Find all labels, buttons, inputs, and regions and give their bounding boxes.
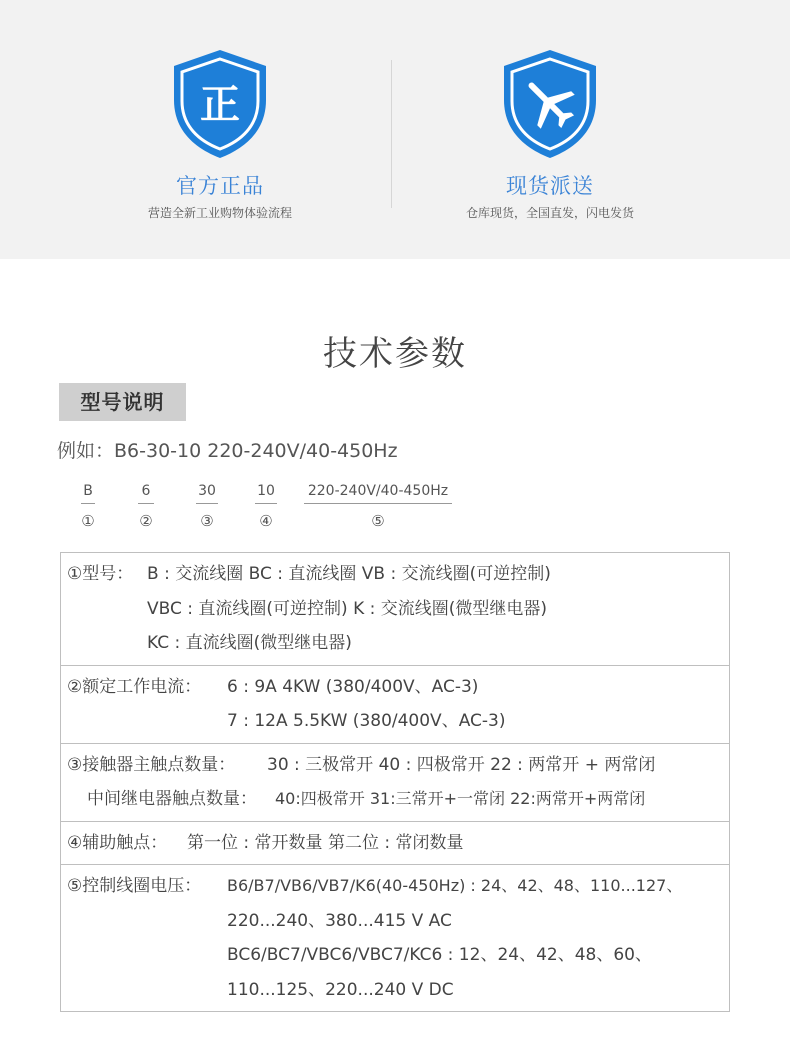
feature-title: 现货派送 bbox=[506, 174, 594, 198]
spec-text: 40:四极常开 31:三常开+一常闭 22:两常开+两常闭 bbox=[275, 789, 646, 808]
code-part-number: ⑤ bbox=[371, 512, 385, 530]
code-part-4 bbox=[255, 483, 277, 530]
spec-section-voltage bbox=[61, 864, 729, 1011]
spec-label: ①型号： bbox=[67, 564, 134, 584]
spec-line bbox=[61, 904, 729, 939]
code-part-text: 220-240V/40-450Hz bbox=[304, 483, 452, 504]
spec-line bbox=[61, 869, 729, 904]
feature-delivery bbox=[400, 0, 700, 259]
spec-line bbox=[61, 704, 729, 739]
spec-text: VBC : 直流线圈(可逆控制) K : 交流线圈(微型继电器) bbox=[147, 598, 548, 619]
spec-text: BC6/BC7/VBC6/VBC7/KC6 : 12、24、42、48、60、 bbox=[227, 945, 652, 965]
spec-text: 7 : 12A 5.5KW (380/400V、AC-3) bbox=[227, 711, 506, 731]
spec-text: 第一位 : 常开数量 第二位 : 常闭数量 bbox=[187, 832, 464, 853]
spec-line bbox=[61, 938, 729, 973]
spec-line bbox=[61, 626, 729, 661]
feature-subtitle: 营造全新工业购物体验流程 bbox=[147, 206, 292, 220]
shield-glyph: 正 bbox=[200, 82, 240, 128]
spec-label: ②额定工作电流： bbox=[67, 676, 202, 697]
spec-label: ③接触器主触点数量： bbox=[67, 754, 236, 775]
feature-subtitle: 仓库现货，全国直发，闪电发货 bbox=[465, 206, 634, 220]
code-part-number: ④ bbox=[259, 512, 273, 530]
spec-section-current bbox=[61, 665, 729, 743]
code-part-number: ③ bbox=[200, 512, 214, 530]
spec-line bbox=[61, 748, 729, 783]
spec-section-contacts bbox=[61, 743, 729, 821]
spec-text: 30 : 三极常开 40 : 四极常开 22 : 两常开 + 两常闭 bbox=[267, 754, 656, 775]
spec-line bbox=[61, 973, 729, 1008]
code-part-text: 6 bbox=[138, 483, 154, 504]
spec-line bbox=[61, 782, 729, 817]
spec-line bbox=[61, 592, 729, 627]
code-part-1 bbox=[81, 483, 95, 530]
model-example: 例如：B6-30-10 220-240V/40-450Hz bbox=[57, 440, 398, 462]
spec-text: KC : 直流线圈(微型继电器) bbox=[147, 633, 352, 653]
spec-line bbox=[61, 826, 729, 861]
code-part-text: 10 bbox=[255, 483, 277, 504]
feature-title: 官方正品 bbox=[176, 174, 264, 198]
banner-divider bbox=[391, 60, 392, 208]
spec-section-model bbox=[61, 553, 729, 665]
spec-label: 中间继电器触点数量： bbox=[87, 789, 257, 809]
code-part-number: ② bbox=[139, 512, 153, 530]
code-part-number: ① bbox=[81, 512, 95, 530]
model-description-tag: 型号说明 bbox=[59, 383, 186, 421]
spec-line bbox=[61, 670, 729, 705]
section-title: 技术参数 bbox=[323, 334, 467, 374]
spec-label: ④辅助触点： bbox=[67, 832, 168, 853]
spec-text: B6/B7/VB6/VB7/K6(40-450Hz) : 24、42、48、110...127、 bbox=[227, 876, 683, 895]
code-part-3 bbox=[196, 483, 218, 530]
code-part-text: B bbox=[81, 483, 95, 504]
code-part-2 bbox=[138, 483, 154, 530]
spec-section-aux bbox=[61, 821, 729, 865]
spec-text: 110...125、220...240 V DC bbox=[227, 979, 454, 1000]
code-part-5 bbox=[304, 483, 452, 530]
shield-airplane-icon bbox=[500, 48, 600, 160]
spec-table bbox=[60, 552, 730, 1012]
spec-label: ⑤控制线圈电压： bbox=[67, 876, 202, 896]
code-part-text: 30 bbox=[196, 483, 218, 504]
spec-text: B : 交流线圈 BC : 直流线圈 VB : 交流线圈(可逆控制) bbox=[147, 564, 551, 584]
spec-text: 220...240、380...415 V AC bbox=[227, 910, 452, 931]
shield-zheng-icon bbox=[170, 48, 270, 160]
spec-text: 6 : 9A 4KW (380/400V、AC-3) bbox=[227, 676, 479, 697]
feature-banner bbox=[0, 0, 790, 259]
spec-line bbox=[61, 557, 729, 592]
feature-genuine bbox=[70, 0, 370, 259]
